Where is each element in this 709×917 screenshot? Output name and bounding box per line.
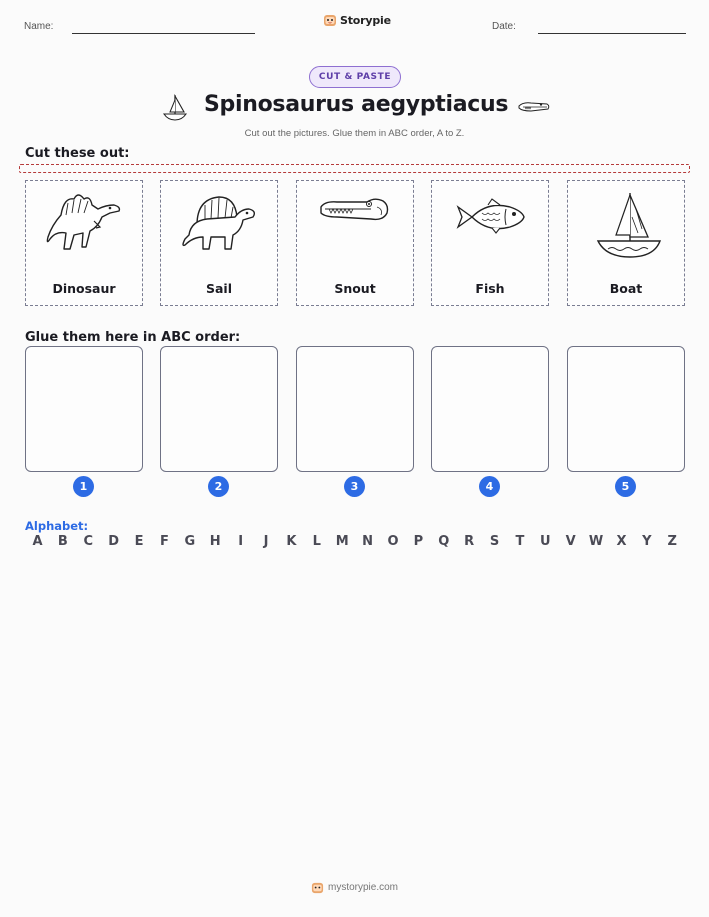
alphabet-letter: K [286, 534, 297, 549]
alphabet-letter: N [362, 534, 374, 549]
alphabet-letter: J [263, 534, 269, 549]
glue-box-5[interactable] [567, 346, 685, 472]
cut-card-snout[interactable] [296, 180, 414, 306]
storypie-logo-icon [323, 13, 337, 27]
sail-back-dinosaur-icon [161, 187, 277, 259]
title-row [0, 92, 709, 122]
alphabet-letter: D [108, 534, 120, 549]
number-badge-3: 3 [344, 476, 365, 497]
alphabet-letter: B [57, 534, 68, 549]
glue-box-2[interactable] [160, 346, 278, 472]
glue-box-4[interactable] [431, 346, 549, 472]
alphabet-letter: W [588, 534, 604, 549]
footer-site-link[interactable]: mystorypie.com [327, 882, 398, 893]
alphabet-letter: L [312, 534, 321, 549]
alphabet-letter: G [184, 534, 196, 549]
alphabet-letter: U [540, 534, 551, 549]
glue-box-3[interactable] [296, 346, 414, 472]
number-badge-1: 1 [73, 476, 94, 497]
alphabet-letter: Z [667, 534, 677, 549]
glue-section-heading: Glue them here in ABC order: [25, 330, 241, 345]
worksheet-header [0, 0, 709, 40]
alphabet-letter: O [387, 534, 399, 549]
worksheet-title: Spinosaurus aegyptiacus [204, 92, 509, 117]
alphabet-letter: P [413, 534, 424, 549]
cut-card-fish[interactable] [431, 180, 549, 306]
cut-card-label: Dinosaur [52, 281, 116, 296]
fish-icon [432, 187, 548, 259]
alphabet-title: Alphabet: [25, 519, 89, 533]
sailboat-icon [160, 92, 190, 122]
storypie-logo-icon [311, 881, 324, 894]
alphabet-letter: M [335, 534, 349, 549]
date-label: Date: [492, 21, 516, 32]
alphabet-letter: E [134, 534, 144, 549]
date-field-line[interactable] [538, 33, 686, 34]
cut-card-sail[interactable] [160, 180, 278, 306]
crocodile-snout-icon [517, 98, 551, 116]
sailboat-icon [568, 187, 684, 259]
spinosaurus-icon [26, 187, 142, 259]
alphabet-letter: V [565, 534, 576, 549]
cut-card-label: Snout [334, 281, 376, 296]
name-field-line[interactable] [72, 33, 255, 34]
alphabet-row [25, 534, 685, 549]
glue-box-1[interactable] [25, 346, 143, 472]
number-badge-4: 4 [479, 476, 500, 497]
cut-card-boat[interactable] [567, 180, 685, 306]
crocodile-snout-icon [297, 187, 413, 259]
cut-card-label: Boat [609, 281, 643, 296]
alphabet-letter: Y [642, 534, 652, 549]
alphabet-letter: A [32, 534, 43, 549]
alphabet-letter: X [616, 534, 627, 549]
alphabet-letter: R [464, 534, 475, 549]
number-badge-2: 2 [208, 476, 229, 497]
cut-card-label: Sail [205, 281, 232, 296]
alphabet-letter: C [83, 534, 94, 549]
name-label: Name: [24, 21, 54, 32]
alphabet-letter: I [238, 534, 244, 549]
instructions: Cut out the pictures. Glue them in ABC order, A to Z. [244, 128, 465, 139]
footer [0, 881, 709, 894]
alphabet-letter: S [489, 534, 500, 549]
brand-name: Storypie [340, 13, 391, 27]
alphabet-letter: T [515, 534, 525, 549]
alphabet-letter: F [160, 534, 169, 549]
number-badge-5: 5 [615, 476, 636, 497]
brand [323, 13, 391, 27]
alphabet-letter: Q [438, 534, 450, 549]
cut-section-heading: Cut these out: [25, 146, 130, 161]
alphabet-letter: H [209, 534, 221, 549]
cut-line [19, 164, 690, 173]
cut-card-dinosaur[interactable] [25, 180, 143, 306]
cut-card-label: Fish [475, 281, 505, 296]
activity-badge: CUT & PASTE [309, 66, 401, 88]
